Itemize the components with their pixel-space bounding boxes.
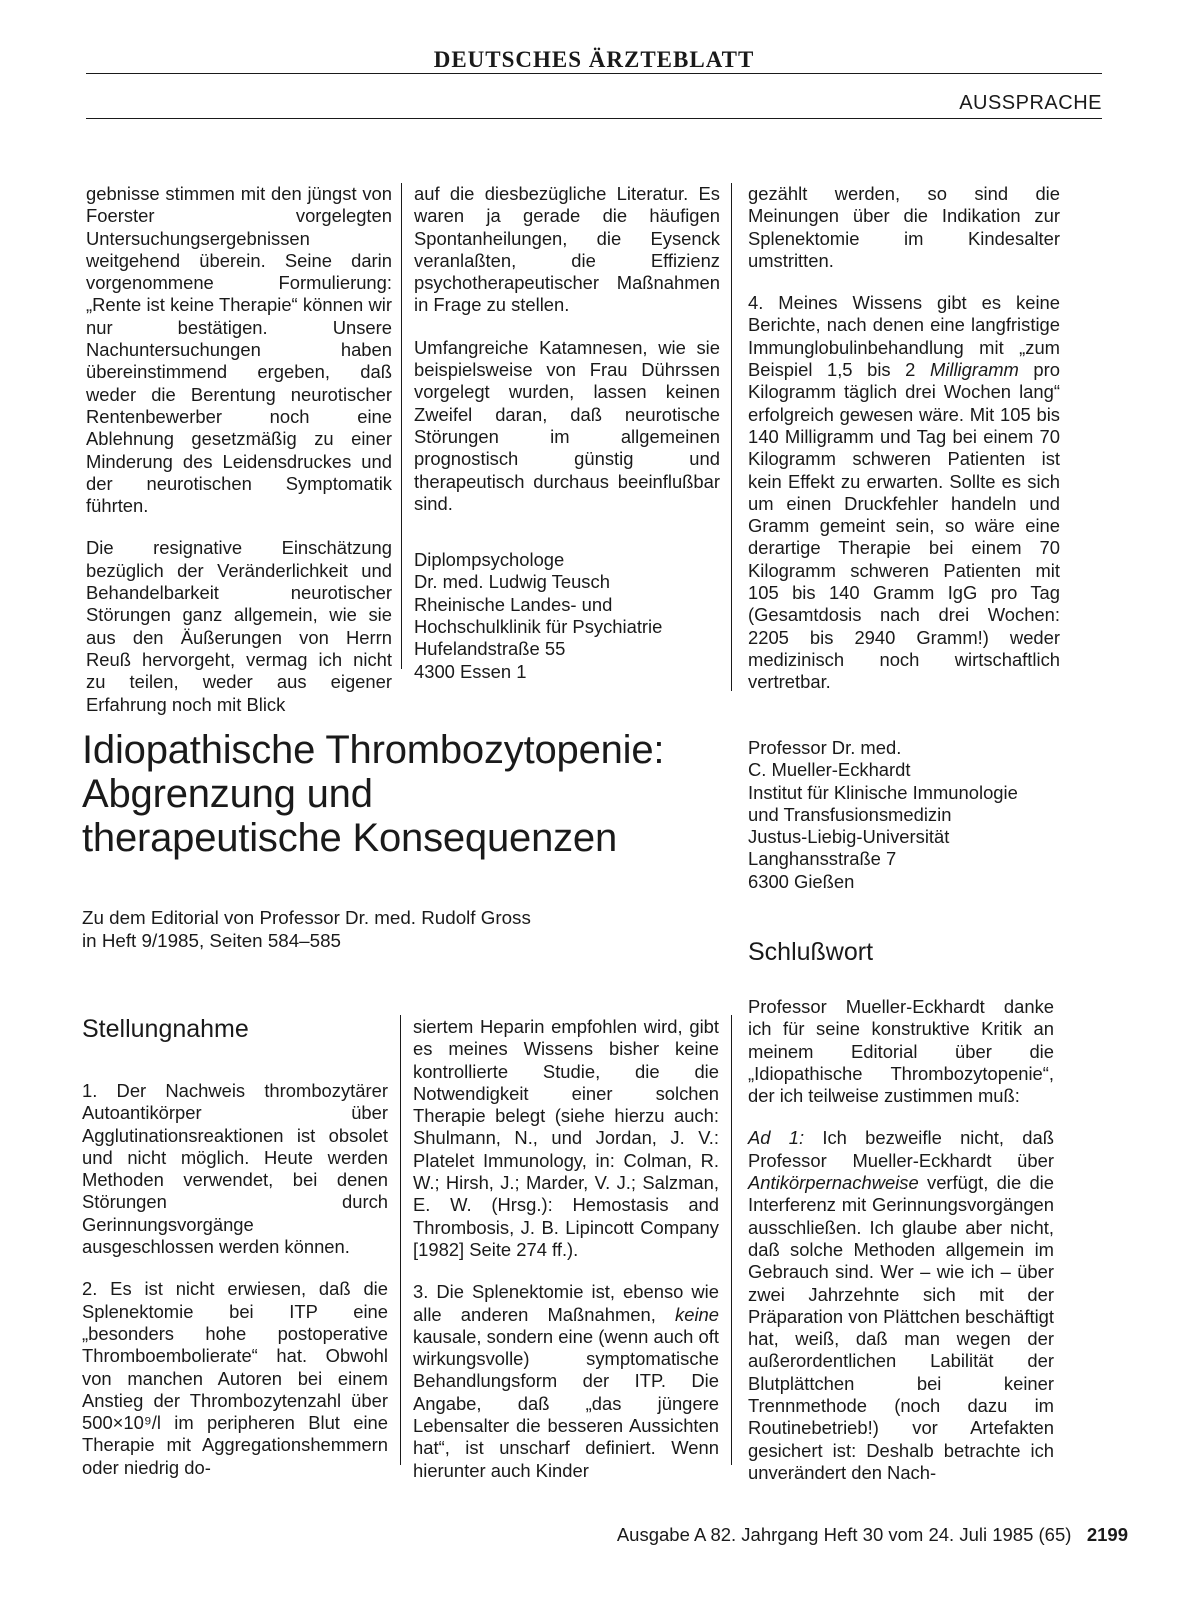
bottom-column-1 <box>82 1080 388 1479</box>
issue-info: Ausgabe A 82. Jahrgang Heft 30 vom 24. Juli 1985 (65) <box>616 1524 1072 1545</box>
column-divider <box>731 183 732 691</box>
column-divider <box>401 183 402 669</box>
bottom-column-2 <box>413 1016 719 1482</box>
bottom-column-3 <box>748 996 1054 1484</box>
paragraph: auf die diesbezügliche Literatur. Es waren ja gerade die häufigen Spontanheilungen, die Eysenck veranlaßten, die Effizienz psychotherapeutischer Maßnahmen in Frage zu stellen. <box>414 183 720 316</box>
article-title: Idiopathische Thrombozytopenie: Abgrenzung und therapeutische Konsequenzen <box>82 728 665 860</box>
author-address: Diplompsychologe Dr. med. Ludwig Teusch Rheinische Landes- und Hochschulklinik für Psychiatrie Hufelandstraße 55 4300 Essen 1 <box>414 549 663 682</box>
page-footer <box>480 1524 1128 1546</box>
section-label: AUSSPRACHE <box>959 92 1102 114</box>
page-number: 2199 <box>1086 1524 1128 1545</box>
top-column-2 <box>414 183 720 683</box>
paragraph: 2. Es ist nicht erwiesen, daß die Splenektomie bei ITP eine „besonders hohe postoperative Thromboembolierate“ hat. Obwohl von manchen Autoren bei einem Anstieg der Thrombozytenzahl über 500×10⁹/l im peripheren Blut eine Therapie mit Aggregationshemmern oder niedrig do- <box>82 1278 388 1478</box>
heading-schlusswort: Schlußwort <box>748 938 874 966</box>
paragraph: siertem Heparin empfohlen wird, gibt es meines Wissens bisher keine kontrollierte Studie, die die Notwendigkeit einer solchen Therapie belegt (siehe hierzu auch: Shulmann, N., und Jordan, J. V.: Platelet Immunology, in: Colman, R. W.; Hirsh, J.; Marder, V. J.; Salzman, E. W. (Hrsg.): Hemostasis and Thrombosis, J. B. Lipincott Company [1982] Seite 274 ff.). <box>413 1016 719 1260</box>
column-divider <box>731 1015 732 1465</box>
paragraph: gebnisse stimmen mit den jüngst von Foerster vorgelegten Untersuchungsergebnissen weitgehend überein. Seine darin vorgenommene Formulierung: „Rente ist keine Therapie“ können wir nur bestätigen. Unsere Nachuntersuchungen haben übereinstimmend ergeben, daß weder die Berentung neurotischer Rentenbewerber noch eine Ablehnung gesetzmäßig zu einer Minderung des Leidensdruckes und der neurotischen Symptomatik führten. <box>86 183 392 517</box>
masthead: DEUTSCHES ÄRZTEBLATT <box>433 47 755 72</box>
paragraph: Umfangreiche Katamnesen, wie sie beispielsweise von Frau Dührssen vorgelegt wurden, lassen keinen Zweifel daran, daß neurotische Störungen im allgemeinen prognostisch günstig und therapeutisch durchaus beeinflußbar sind. <box>414 336 720 514</box>
article-subtitle: Zu dem Editorial von Professor Dr. med. Rudolf Gross in Heft 9/1985, Seiten 584–585 <box>82 907 531 951</box>
column-divider <box>400 1015 401 1465</box>
top-column-1 <box>86 183 392 716</box>
paragraph: gezählt werden, so sind die Meinungen über die Indikation zur Splenektomie im Kindesalter umstritten. <box>748 183 1060 271</box>
heading-stellungnahme: Stellungnahme <box>82 1015 249 1043</box>
section-rule <box>86 118 1102 119</box>
paragraph: 4. Meines Wissens gibt es keine Berichte, nach denen eine langfristige Immunglobulinbehandlung mit „zum Beispiel 1,5 bis 2 Milligramm pro Kilogramm täglich drei Wochen lang“ erfolgreich gewesen wäre. Mit 105 bis 140 Milligramm und Tag bei einem 70 Kilogramm schweren Patienten ist kein Effekt zu erwarten. Sollte es sich um einen Druckfehler handeln und Gramm gemeint sein, so wäre eine derartige Therapie bei einem 70 Kilogramm schweren Patienten mit 105 bis 140 Gramm IgG pro Tag (Gesamtdosis nach drei Wochen: 2205 bis 2940 Gramm!) weder medizinisch noch wirtschaftlich vertretbar. <box>748 292 1060 693</box>
reply-author-address: Professor Dr. med. C. Mueller-Eckhardt Institut für Klinische Immunologie und Transfusionsmedizin Justus-Liebig-Universität Langhansstraße 7 6300 Gießen <box>748 737 1018 892</box>
paragraph: Professor Mueller-Eckhardt danke ich für seine konstruktive Kritik an meinem Editorial über die „Idiopathische Thrombozytopenie“, der ich teilweise zustimmen muß: <box>748 996 1054 1107</box>
paragraph: 3. Die Splenektomie ist, ebenso wie alle anderen Maßnahmen, keine kausale, sondern eine (wenn auch oft wirkungsvolle) symptomatische Behandlungsform der ITP. Die Angabe, daß „das jüngere Lebensalter die besseren Aussichten hat“, ist unscharf definiert. Wenn hierunter auch Kinder <box>413 1281 719 1481</box>
paragraph: Ad 1: Ich bezweifle nicht, daß Professor Mueller-Eckhardt über Antikörpernachweise verfügt, die die Interferenz mit Gerinnungsvorgängen ausschließen. Ich glaube aber nicht, daß solche Methoden allgemein im Gebrauch sind. Wer – wie ich – über zwei Jahrzehnte sich mit der Präparation von Plättchen beschäftigt hat, weiß, daß man wegen der außerordentlichen Labilität der Blutplättchen bei keiner Trennmethode (noch dazu im Routinebetrieb!) vor Artefakten gesichert ist: Deshalb betrachte ich unverändert den Nach- <box>748 1127 1054 1483</box>
paragraph: Die resignative Einschätzung bezüglich der Veränderlichkeit und Behandelbarkeit neurotischer Störungen ganz allgemein, wie sie aus den Äußerungen von Herrn Reuß hervorgeht, vermag ich nicht zu teilen, weder aus eigener Erfahrung noch mit Blick <box>86 537 392 715</box>
masthead-rule <box>86 73 1102 74</box>
top-column-3 <box>748 183 1060 694</box>
paragraph: 1. Der Nachweis thrombozytärer Autoantikörper über Agglutinationsreaktionen ist obsolet und nicht möglich. Heute werden Methoden verwendet, bei denen Störungen durch Gerinnungsvorgänge ausgeschlossen werden können. <box>82 1080 388 1258</box>
